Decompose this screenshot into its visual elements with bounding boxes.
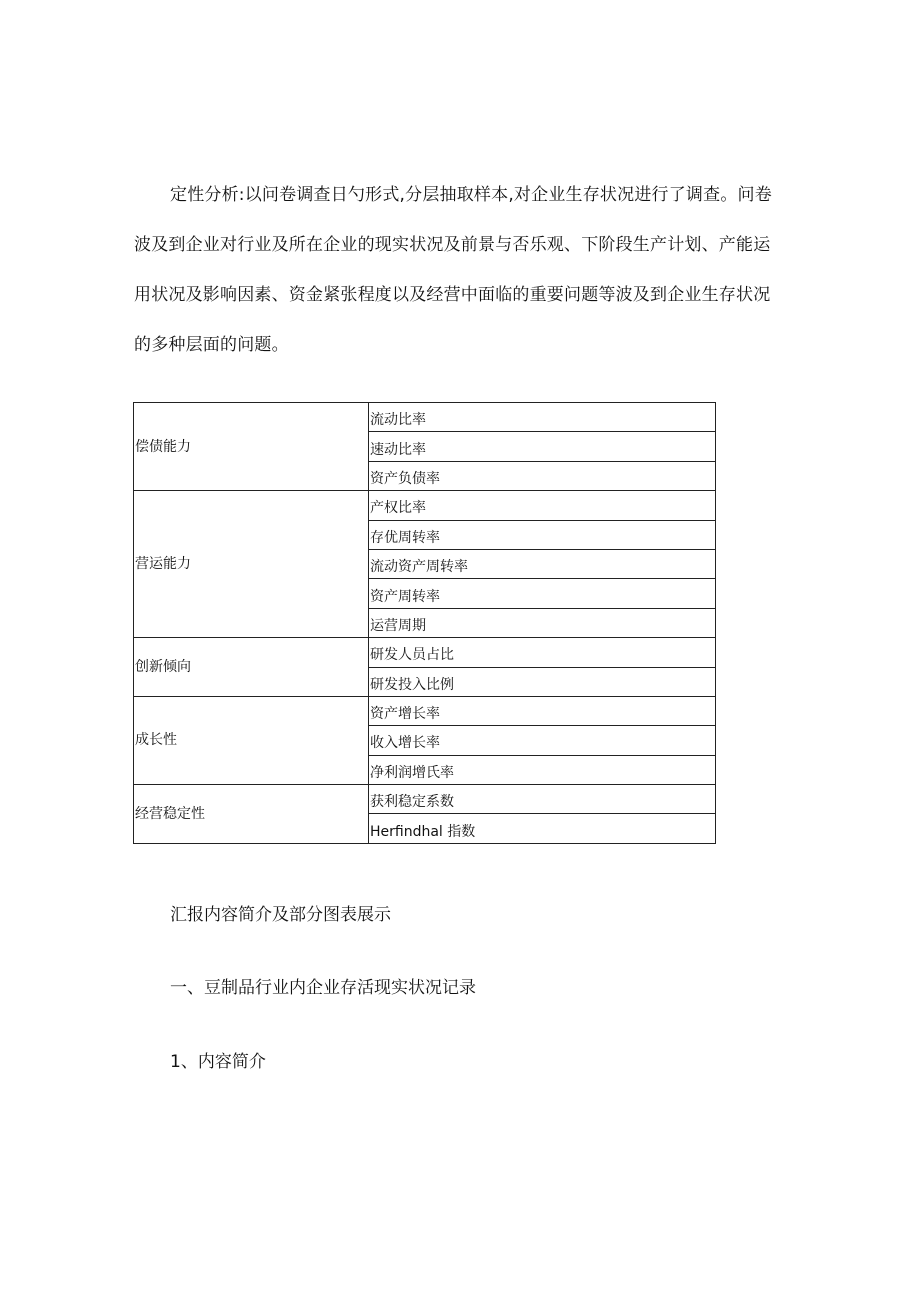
metric-cell: 研发人员占比 <box>369 638 716 667</box>
metric-cell: 存优周转率 <box>369 520 716 549</box>
metric-cell: 净利润增氏率 <box>369 755 716 784</box>
metric-cell: Herfindhal 指数 <box>369 814 716 843</box>
metric-cell: 产权比率 <box>369 491 716 520</box>
section-heading: 一、豆制品行业内企业存活现实状况记录 <box>170 978 476 998</box>
table-row <box>134 491 716 520</box>
metric-cell: 研发投入比例 <box>369 667 716 696</box>
metric-cell: 资产周转率 <box>369 579 716 608</box>
table-row <box>134 403 716 432</box>
category-cell: 成长性 <box>134 696 369 784</box>
table-row <box>134 638 716 667</box>
category-cell: 经营稳定性 <box>134 785 369 844</box>
subsection-heading: 1、内容简介 <box>170 1052 266 1072</box>
metric-cell: 流动比率 <box>369 403 716 432</box>
table-row <box>134 785 716 814</box>
metric-cell: 运营周期 <box>369 608 716 637</box>
metric-cell: 资产增长率 <box>369 696 716 725</box>
intro-paragraph: 定性分析:以问卷调查日勺形式,分层抽取样本,对企业生存状况进行了调查。问卷波及到企业对行业及所在企业的现实状况及前景与否乐观、下阶段生产计划、产能运用状况及影响因素、资金紧张程度以及经营中面临的重要问题等波及到企业生存状况的多种层面的问题。 <box>134 185 772 355</box>
category-cell: 创新倾向 <box>134 638 369 697</box>
summary-heading: 汇报内容简介及部分图表展示 <box>170 905 391 925</box>
category-cell: 营运能力 <box>134 491 369 638</box>
metric-cell: 获利稳定系数 <box>369 785 716 814</box>
category-cell: 偿债能力 <box>134 403 369 491</box>
metric-cell: 流动资产周转率 <box>369 549 716 578</box>
metric-cell: 收入增长率 <box>369 726 716 755</box>
table-row <box>134 696 716 725</box>
metric-cell: 资产负债率 <box>369 461 716 490</box>
metric-cell: 速动比率 <box>369 432 716 461</box>
indicator-table <box>133 402 716 844</box>
